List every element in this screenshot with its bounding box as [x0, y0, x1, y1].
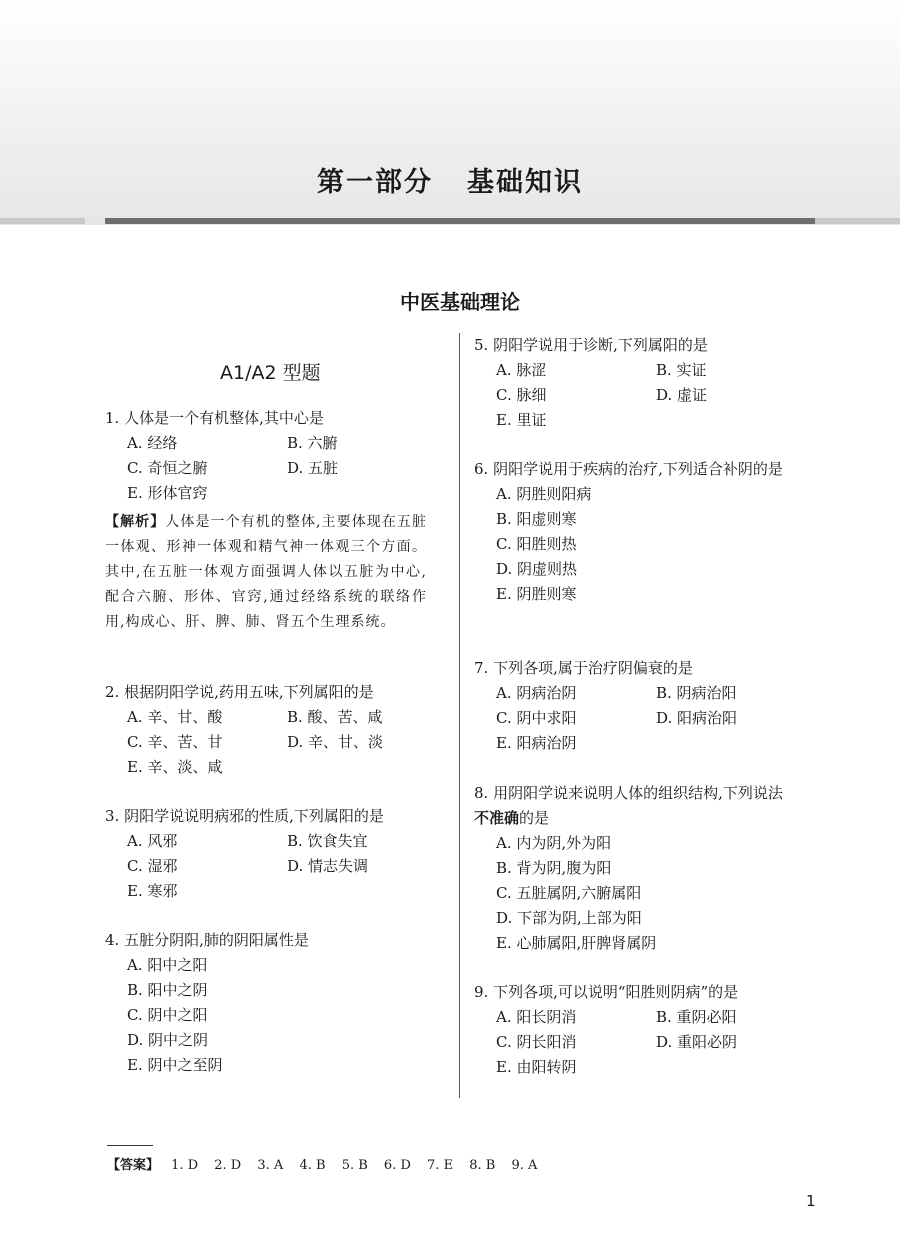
options	[127, 829, 447, 904]
question-stem	[474, 781, 794, 831]
answer-item: 9. A	[511, 1158, 538, 1173]
options	[127, 953, 447, 1078]
answer-key	[107, 1154, 549, 1173]
answer-item: 6. D	[383, 1158, 411, 1173]
option-c[interactable]: C. 阴中之阳	[127, 1006, 208, 1024]
options	[496, 831, 816, 956]
analysis-tag: 【解析】	[105, 514, 166, 530]
option-c[interactable]: C. 脉细	[496, 386, 547, 404]
option-c[interactable]: C. 阴长阳消	[496, 1033, 577, 1051]
section-title: A1/A2 型题	[220, 362, 321, 384]
answer-item: 3. A	[257, 1158, 284, 1173]
option-b[interactable]: B. 酸、苦、咸	[287, 708, 383, 726]
option-b[interactable]: B. 阳中之阴	[127, 981, 208, 999]
option-a[interactable]: A. 内为阴,外为阳	[496, 834, 612, 852]
question-8	[474, 781, 816, 956]
question-9	[474, 980, 816, 1080]
question-stem: 1. 人体是一个有机整体,其中心是	[105, 409, 324, 427]
stem-emphasis: 不准确	[474, 809, 520, 827]
options	[496, 358, 816, 433]
option-a[interactable]: A. 风邪	[127, 832, 178, 850]
option-b[interactable]: B. 饮食失宜	[287, 832, 368, 850]
option-a[interactable]: A. 经络	[127, 434, 178, 452]
options	[127, 705, 447, 780]
option-d[interactable]: D. 下部为阴,上部为阳	[496, 909, 642, 927]
answer-item: 2. D	[214, 1158, 242, 1173]
option-e[interactable]: E. 辛、淡、咸	[127, 758, 223, 776]
option-c[interactable]: C. 阴中求阳	[496, 709, 577, 727]
option-e[interactable]: E. 阴胜则寒	[496, 585, 577, 603]
option-e[interactable]: E. 阳病治阴	[496, 734, 577, 752]
option-c[interactable]: C. 奇恒之腑	[127, 459, 208, 477]
options	[496, 482, 816, 607]
option-c[interactable]: C. 辛、苦、甘	[127, 733, 223, 751]
option-c[interactable]: C. 湿邪	[127, 857, 178, 875]
footnote-rule	[107, 1145, 153, 1146]
option-a[interactable]: A. 阴病治阴	[496, 684, 577, 702]
options	[127, 431, 447, 506]
option-d[interactable]: D. 五脏	[287, 459, 339, 477]
question-1	[105, 406, 447, 635]
option-b[interactable]: B. 阴病治阳	[656, 684, 737, 702]
option-d[interactable]: D. 重阳必阴	[656, 1033, 738, 1051]
question-stem: 2. 根据阴阳学说,药用五味,下列属阳的是	[105, 683, 374, 701]
option-b[interactable]: B. 重阴必阳	[656, 1008, 737, 1026]
option-e[interactable]: E. 形体官窍	[127, 484, 208, 502]
option-e[interactable]: E. 寒邪	[127, 882, 178, 900]
answer-item: 4. B	[299, 1158, 326, 1173]
option-e[interactable]: E. 由阳转阴	[496, 1058, 577, 1076]
part-title-number: 第一部分	[317, 167, 433, 198]
option-b[interactable]: B. 阳虚则寒	[496, 510, 577, 528]
question-2	[105, 680, 447, 780]
stem-suffix: 的是	[519, 809, 550, 827]
chapter-title: 中医基础理论	[400, 290, 520, 314]
analysis	[105, 510, 427, 635]
option-e[interactable]: E. 心肺属阳,肝脾肾属阴	[496, 934, 657, 952]
question-4	[105, 928, 447, 1078]
analysis-text: 人体是一个有机的整体,主要体现在五脏一体观、形神一体观和精气神一体观三个方面。其中,在五脏一体观方面强调人体以五脏为中心,配合六腑、形体、官窍,通过经络系统的联络作用,构成心、肝、脾、肺、肾五个生理系统。	[105, 514, 427, 630]
question-stem: 3. 阴阳学说说明病邪的性质,下列属阳的是	[105, 807, 384, 825]
option-e[interactable]: E. 里证	[496, 411, 547, 429]
answer-item: 5. B	[341, 1158, 368, 1173]
header-rule-left	[0, 218, 85, 224]
option-b[interactable]: B. 六腑	[287, 434, 338, 452]
stem-prefix: 8. 用阴阳学说来说明人体的组织结构,下列说法	[474, 784, 783, 802]
answer-label: 【答案】	[107, 1158, 160, 1173]
page-number: 1	[806, 1192, 816, 1210]
question-5	[474, 333, 816, 433]
option-a[interactable]: A. 阴胜则阳病	[496, 485, 592, 503]
option-d[interactable]: D. 辛、甘、淡	[287, 733, 384, 751]
option-a[interactable]: A. 阳长阴消	[496, 1008, 577, 1026]
option-c[interactable]: C. 阳胜则热	[496, 535, 577, 553]
option-e[interactable]: E. 阴中之至阴	[127, 1056, 223, 1074]
option-a[interactable]: A. 脉涩	[496, 361, 547, 379]
option-a[interactable]: A. 阳中之阳	[127, 956, 208, 974]
part-title	[0, 160, 900, 199]
option-b[interactable]: B. 实证	[656, 361, 707, 379]
option-d[interactable]: D. 阴虚则热	[496, 560, 578, 578]
option-d[interactable]: D. 虚证	[656, 386, 708, 404]
question-stem: 6. 阴阳学说用于疾病的治疗,下列适合补阴的是	[474, 460, 783, 478]
option-d[interactable]: D. 情志失调	[287, 857, 369, 875]
answer-item: 8. B	[469, 1158, 496, 1173]
answer-item: 7. E	[427, 1158, 454, 1173]
option-d[interactable]: D. 阳病治阳	[656, 709, 738, 727]
question-3	[105, 804, 447, 904]
option-c[interactable]: C. 五脏属阴,六腑属阳	[496, 884, 642, 902]
option-b[interactable]: B. 背为阴,腹为阳	[496, 859, 612, 877]
options	[496, 1005, 816, 1080]
column-divider	[459, 333, 460, 1098]
part-title-name: 基础知识	[467, 167, 583, 198]
question-stem: 7. 下列各项,属于治疗阴偏衰的是	[474, 659, 693, 677]
header-rule	[105, 218, 815, 224]
question-stem: 5. 阴阳学说用于诊断,下列属阳的是	[474, 336, 708, 354]
answer-item: 1. D	[171, 1158, 199, 1173]
option-a[interactable]: A. 辛、甘、酸	[127, 708, 223, 726]
question-7	[474, 656, 816, 756]
option-d[interactable]: D. 阴中之阴	[127, 1031, 209, 1049]
question-stem: 4. 五脏分阴阳,肺的阴阳属性是	[105, 931, 309, 949]
options	[496, 681, 816, 756]
question-6	[474, 457, 816, 607]
question-stem: 9. 下列各项,可以说明“阳胜则阴病”的是	[474, 983, 739, 1001]
header-rule-right	[815, 218, 900, 224]
